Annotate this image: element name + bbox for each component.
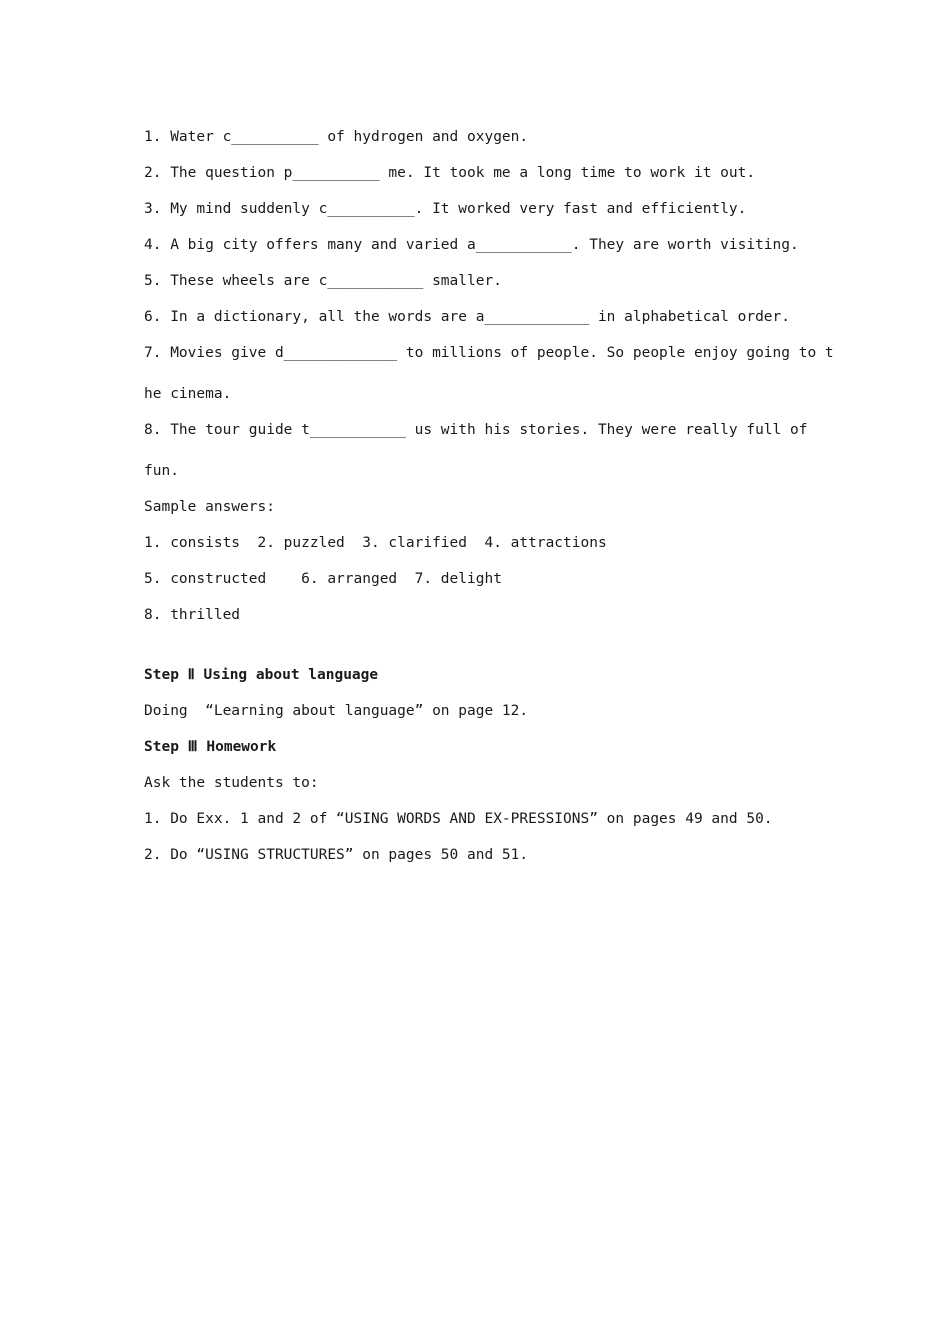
sample-answers-heading: Sample answers: [144, 499, 275, 515]
exercise-line-1: 1. Water c__________ of hydrogen and oxygen. [144, 129, 529, 145]
exercise-line-5: 5. These wheels are c___________ smaller. [144, 273, 502, 289]
exercise-line-3: 3. My mind suddenly c__________. It worked very fast and efficiently. [144, 201, 747, 217]
step-2-heading: Step Ⅱ Using about language [144, 667, 379, 683]
document-page [144, 126, 834, 880]
section-spacer [144, 640, 808, 664]
exercise-line-2: 2. The question p__________ me. It took me a long time to work it out. [144, 165, 756, 181]
step-3-intro: Ask the students to: [144, 775, 319, 791]
exercise-line-6: 6. In a dictionary, all the words are a____________ in alphabetical order. [144, 309, 791, 325]
sample-answers-line-2: 5. constructed 6. arranged 7. delight [144, 571, 502, 587]
exercise-line-8-continued: fun. [144, 463, 179, 479]
homework-item-2: 2. Do “USING STRUCTURES” on pages 50 and 51. [144, 847, 529, 863]
exercise-line-8: 8. The tour guide t___________ us with his stories. They were really full of [144, 422, 808, 438]
sample-answers-line-3: 8. thrilled [144, 607, 241, 623]
sample-answers-line-1: 1. consists 2. puzzled 3. clarified 4. attractions [144, 535, 607, 551]
exercise-line-4: 4. A big city offers many and varied a___________. They are worth visiting. [144, 237, 799, 253]
exercise-line-7: 7. Movies give d_____________ to millions of people. So people enjoy going to t [144, 345, 834, 361]
step-3-heading: Step Ⅲ Homework [144, 739, 277, 755]
step-2-text: Doing “Learning about language” on page 12. [144, 703, 529, 719]
exercise-line-7-continued: he cinema. [144, 386, 232, 402]
homework-item-1: 1. Do Exx. 1 and 2 of “USING WORDS AND EX-PRESSIONS” on pages 49 and 50. [144, 811, 773, 827]
